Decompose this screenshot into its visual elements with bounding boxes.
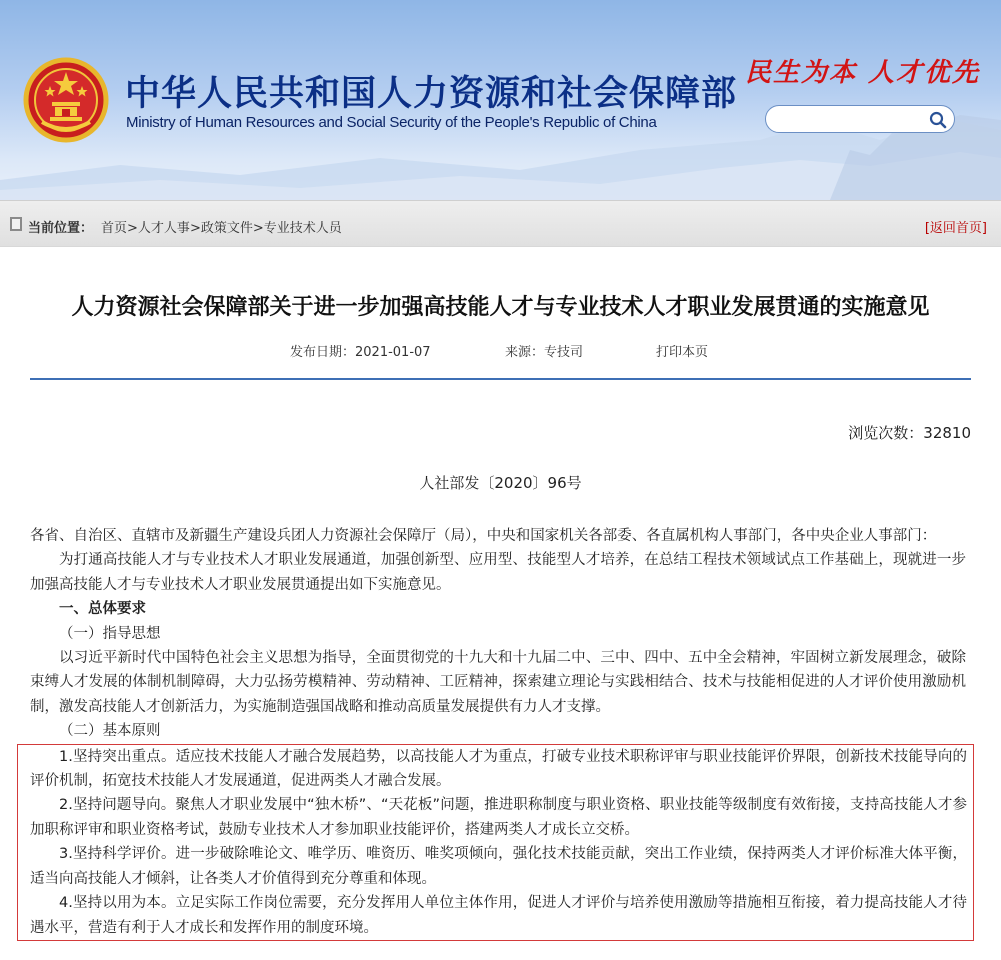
source-label: 来源： [505,345,545,360]
search-box [765,105,955,133]
article-body [30,524,966,941]
source-value: 专技司 [544,345,584,360]
site-title: 中华人民共和国人力资源和社会保障部 [125,74,738,114]
document-number: 人社部发〔2020〕96号 [419,474,582,492]
principle-item: 3.坚持科学评价。进一步破除唯论文、唯学历、唯资历、唯奖项倾向，强化技术技能贡献，突出工作业绩，保持两类人才评价标准大体平衡，适当向高技能人才倾斜，让各类人才价值得到充分尊重和体现。 [30,846,967,887]
principles-highlight-box [17,744,974,941]
view-count-label: 浏览次数： [848,424,924,442]
article-source [505,341,583,360]
subsection-heading: （二）基本原则 [59,723,161,740]
principle-item: 4.坚持以用为本。立足实际工作岗位需要，充分发挥用人单位主体作用，促进人才评价与培养使用激励等措施相互衔接，着力提高技能人才待遇水平，营造有利于人才成长和发挥作用的制度环境。 [30,895,967,936]
publish-date-label: 发布日期： [290,345,356,360]
article-title: 人力资源社会保障部关于进一步加强高技能人才与专业技术人才职业发展贯通的实施意见 [71,295,930,320]
addressee-paragraph: 各省、自治区、直辖市及新疆生产建设兵团人力资源社会保障厅（局），中央和国家机关各部委、各直属机构人事部门，各中央企业人事部门： [30,528,937,544]
breadcrumb-item-policy[interactable]: 政策文件 [200,221,253,236]
back-home-link[interactable]: [返回首页] [924,221,987,236]
principle-item: 1.坚持突出重点。适应技术技能人才融合发展趋势，以高技能人才为重点，打破专业技术职称评审与职业技能评价界限，创新技术技能导向的评价机制，拓宽技术技能人才发展通道，促进两类人才融合发展。 [30,748,967,790]
breadcrumb-separator: > [127,221,138,236]
search-input[interactable] [778,110,932,130]
publish-date [290,341,431,360]
breadcrumb-item-talent[interactable]: 人才人事 [137,221,190,236]
search-icon[interactable] [928,110,948,130]
breadcrumb [0,200,1001,247]
intro-paragraph: 为打通高技能人才与专业技术人才职业发展通道，加强创新型、应用型、技能型人才培养，在总结工程技术领域试点工作基础上，现就进一步加强高技能人才与专业技术人才职业发展贯通提出如下实施意见。 [30,552,966,593]
location-marker-icon [10,217,22,231]
breadcrumb-item-home[interactable]: 首页 [101,221,128,236]
breadcrumb-item-professional[interactable]: 专业技术人员 [263,221,342,236]
breadcrumb-separator: > [189,221,201,236]
subsection-heading: （一）指导思想 [59,625,161,642]
breadcrumb-label: 当前位置： [28,221,94,236]
title-divider [30,378,971,380]
header-banner [0,0,1001,200]
breadcrumb-path [101,217,342,236]
national-emblem-icon [22,56,110,144]
section-heading: 一、总体要求 [59,601,146,618]
site-subtitle: Ministry of Human Resources and Social Security of the People's Republic of China [126,114,657,131]
view-count [848,422,971,443]
view-count-value: 32810 [923,424,971,442]
breadcrumb-separator: > [252,221,264,236]
publish-date-value: 2021-01-07 [355,345,431,360]
slogan: 民生为本 人才优先 [745,58,981,88]
guiding-thought-paragraph: 以习近平新时代中国特色社会主义思想为指导，全面贯彻党的十九大和十九届二中、三中、四中、五中全会精神，牢固树立新发展理念，破除束缚人才发展的体制机制障碍，大力弘扬劳模精神、劳动精神、工匠精神，探索建立理论与实践相结合、技术与技能相促进的人才评价使用激励机制，激发高技能人才创新活力，为实施制造强国战略和推动高质量发展提供有力人才支撑。 [30,650,966,715]
principle-item: 2.坚持问题导向。聚焦人才职业发展中“独木桥”、“天花板”问题，推进职称制度与职业资格、职业技能等级制度有效衔接，支持高技能人才参加职称评审和职业资格考试，鼓励专业技术人才参加职业技能评价，搭建两类人才成长立交桥。 [30,797,967,838]
print-page-link[interactable]: 打印本页 [656,345,709,360]
